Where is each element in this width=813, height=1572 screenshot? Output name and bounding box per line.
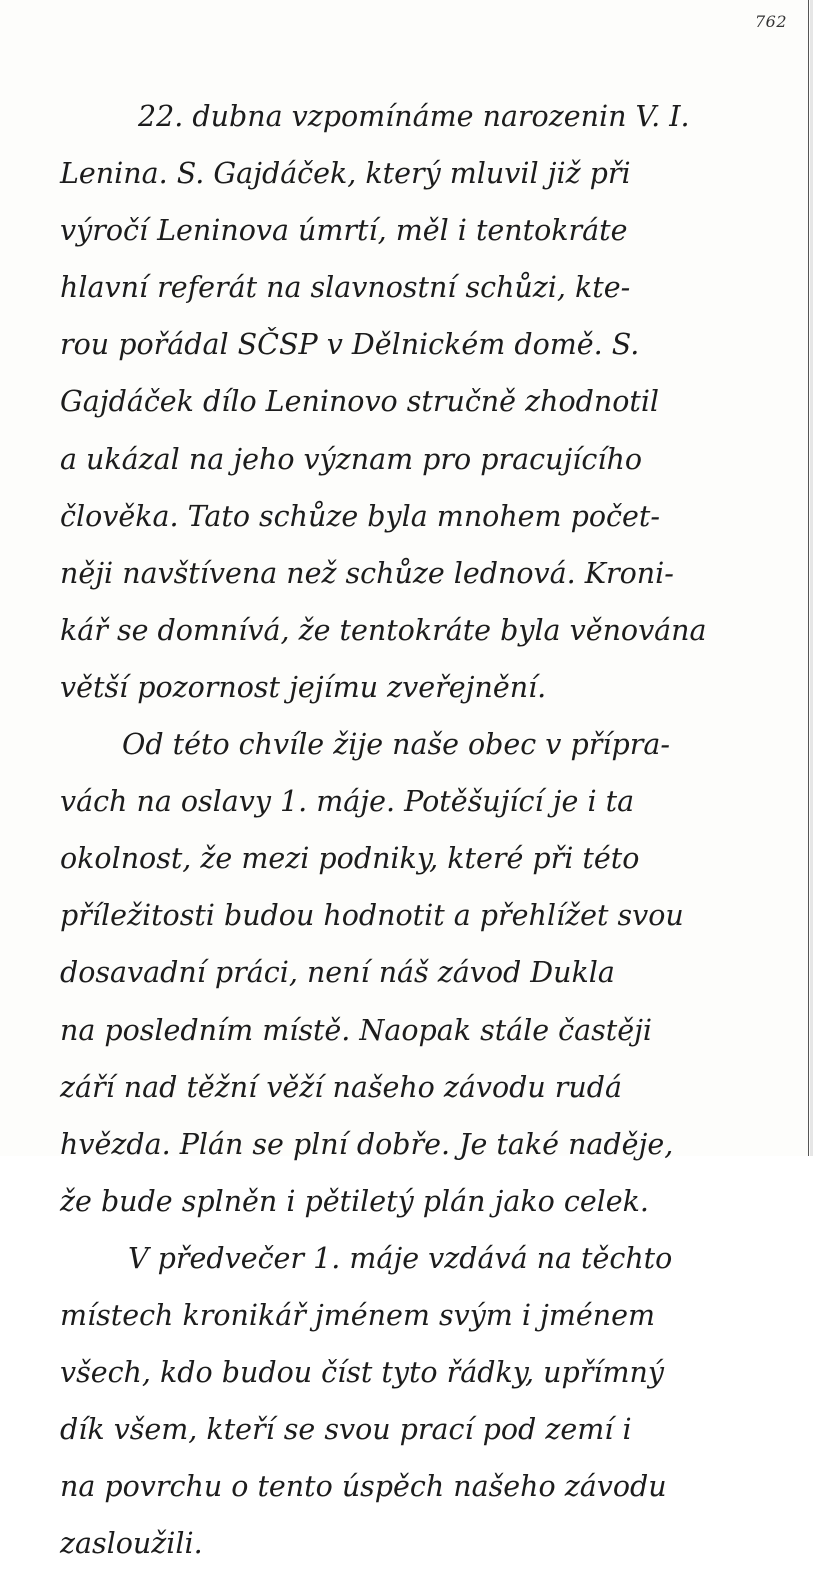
text-line: zasloužili. <box>60 1527 203 1561</box>
text-line: na posledním místě. Naopak stále častěji <box>60 1013 653 1047</box>
paragraph-1 <box>60 88 750 716</box>
paragraph-2 <box>60 716 750 1230</box>
text-line: a ukázal na jeho význam pro pracujícího <box>60 442 642 476</box>
text-line: kář se domnívá, že tentokráte byla věnována <box>60 613 707 647</box>
text-line: příležitosti budou hodnotit a přehlížet svou <box>60 899 684 933</box>
text-line: hvězda. Plán se plní dobře. Je také naděje, <box>60 1127 674 1161</box>
text-line: Lenina. S. Gajdáček, který mluvil již při <box>60 157 631 191</box>
text-line: člověka. Tato schůze byla mnohem počet- <box>60 499 660 533</box>
text-line: okolnost, že mezi podniky, které při této <box>60 842 640 876</box>
text-line: že bude splněn i pětiletý plán jako celek. <box>60 1184 649 1218</box>
text-line: V předvečer 1. máje vzdává na těchto <box>128 1241 673 1275</box>
text-line: rou pořádal SČSP v Dělnickém domě. S. <box>60 328 640 362</box>
handwritten-text-block <box>60 88 750 1572</box>
text-line: místech kronikář jménem svým i jménem <box>60 1298 656 1332</box>
text-line: větší pozornost jejímu zveřejnění. <box>60 670 547 704</box>
text-line: hlavní referát na slavnostní schůzi, kte- <box>60 271 631 305</box>
text-line: září nad těžní věží našeho závodu rudá <box>60 1070 623 1104</box>
text-line: 22. dubna vzpomínáme narozenin V. I. <box>138 100 690 133</box>
text-line: něji navštívena než schůze lednová. Kroni- <box>60 556 674 590</box>
text-line: Od této chvíle žije naše obec v přípra- <box>122 728 670 762</box>
text-line: dík všem, kteří se svou prací pod zemí i <box>60 1413 632 1447</box>
text-line: vách na oslavy 1. máje. Potěšující je i ta <box>60 785 635 819</box>
text-line: všech, kdo budou číst tyto řádky, upřímný <box>60 1356 664 1390</box>
page-number: 762 <box>754 12 787 31</box>
page-edge-line <box>808 0 809 1156</box>
text-line: výročí Leninova úmrtí, měl i tentokráte <box>60 214 628 248</box>
text-line: dosavadní práci, není náš závod Dukla <box>60 956 615 990</box>
text-line: Gajdáček dílo Leninovo stručně zhodnotil <box>60 385 660 419</box>
paragraph-3 <box>60 1230 750 1572</box>
text-line: na povrchu o tento úspěch našeho závodu <box>60 1470 667 1504</box>
